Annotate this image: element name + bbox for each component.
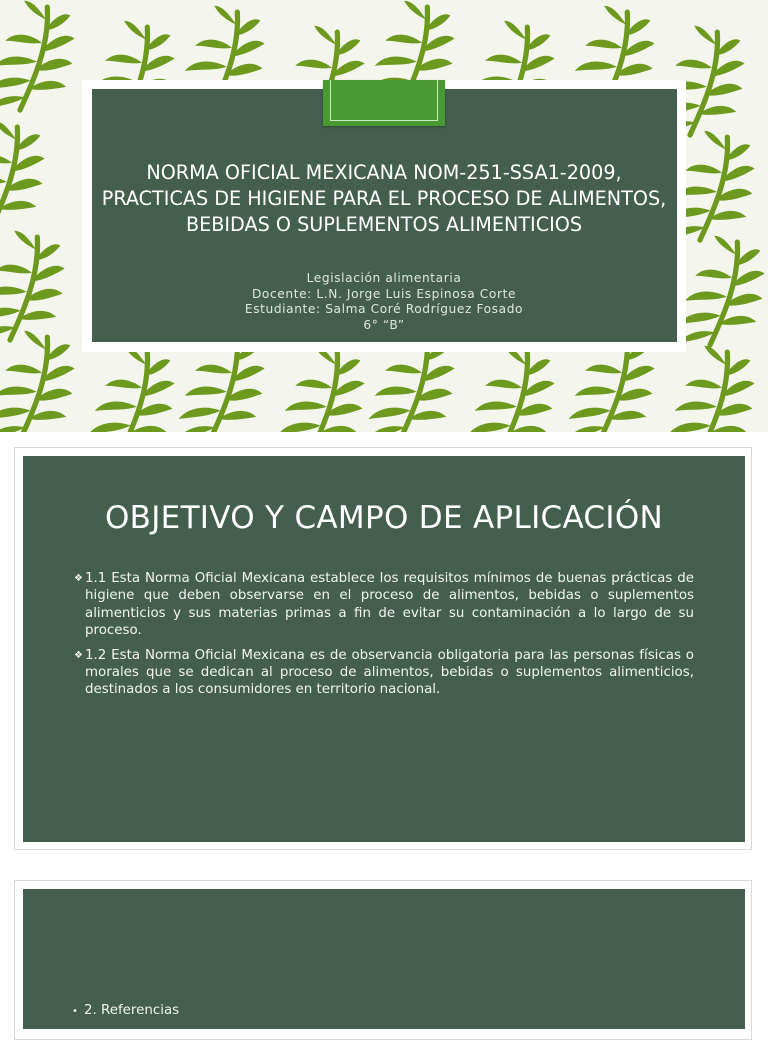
diamond-bullet-icon: ❖ bbox=[74, 649, 83, 661]
list-item bbox=[74, 647, 694, 699]
objective-title: OBJETIVO Y CAMPO DE APLICACIÓN bbox=[104, 500, 664, 536]
subtitle-block bbox=[100, 271, 668, 333]
student-line: Estudiante: Salma Coré Rodríguez Fosado bbox=[244, 302, 524, 316]
diamond-bullet-icon: ❖ bbox=[74, 573, 83, 584]
list-item-text: 1.2 Esta Norma Oficial Mexicana es de observancia obligatoria para las personas físicas o morales que se dedican al proceso de alimentos, bebidas o suplementos alimenticios, destinados a los consumidores en territorio nacional. bbox=[85, 647, 694, 698]
slide-title: NORMA OFICIAL MEXICANA NOM-251-SSA1-2009, PRACTICAS DE HIGIENE PARA EL PROCESO DE ALIMENTOS, BEBIDAS O SUPLEMENTOS ALIMENTICIOS bbox=[101, 161, 667, 236]
teacher-line: Docente: L.N. Jorge Luis Espinosa Corte bbox=[251, 286, 517, 301]
list-item bbox=[74, 570, 694, 640]
list-item-text: 1.1 Esta Norma Oficial Mexicana establece los requisitos mínimos de buenas prácticas de higiene que deben observarse en el proceso de alimentos, bebidas o suplementos alimenticios y sus materias primas a fin de evitar su contaminación a lo largo de su proceso. bbox=[85, 571, 694, 639]
list-item-text: 2. Referencias bbox=[84, 1003, 180, 1018]
subject-line: Legislación alimentaria bbox=[306, 271, 462, 285]
dot-bullet-icon: • bbox=[72, 1006, 78, 1017]
group-line: 6° “B” bbox=[363, 317, 405, 332]
objective-list bbox=[74, 570, 694, 706]
title-slide bbox=[0, 0, 768, 432]
list-item bbox=[72, 1002, 179, 1020]
green-tab-decoration bbox=[323, 80, 445, 126]
